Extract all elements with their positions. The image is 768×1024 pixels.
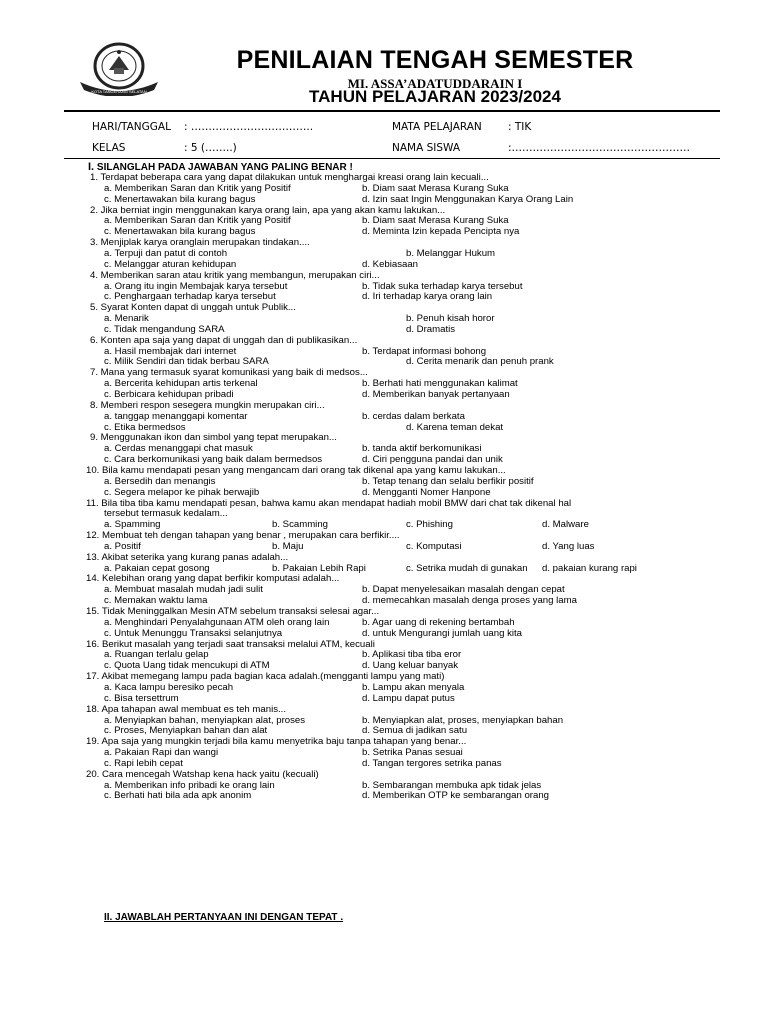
question-text: 11. Bila tiba tiba kamu mendapati pesan, bahwa kamu akan mendapat hadiah mobil BMW dari chat tak dikenal hal <box>86 497 572 509</box>
question-text: 20. Cara mencegah Watshap kena hack yaitu (kecuali) <box>86 768 319 780</box>
question-text: 18. Apa tahapan awal membuat es teh manis... <box>86 703 286 715</box>
answer-option: d. Meminta Izin kepada Pencipta nya <box>362 226 520 238</box>
question-text: 14. Kelebihan orang yang dapat berfikir komputasi adalah... <box>86 573 340 585</box>
class-value[interactable]: : 5 (……..) <box>184 142 237 154</box>
answer-option: b. Pakaian Lebih Rapi <box>272 562 366 574</box>
answer-option: a. Menghindari Penyalahgunaan ATM oleh orang lain <box>104 616 330 628</box>
answer-option: d. Memberikan banyak pertanyaan <box>362 389 510 400</box>
school-logo <box>78 42 160 96</box>
question-text: 3. Menjiplak karya oranglain merupakan tindakan.... <box>90 237 310 249</box>
answer-option: a. Kaca lampu beresiko pecah <box>104 681 234 693</box>
answer-option: b. Berhati hati menggunakan kalimat <box>362 378 518 390</box>
section-1-number: I. <box>88 161 95 173</box>
answer-option: c. Setrika mudah di gunakan <box>406 562 528 574</box>
answer-option: c. Proses, Menyiapkan bahan dan alat <box>104 725 268 737</box>
answer-option: a. Terpuji dan patut di contoh <box>104 247 228 259</box>
answer-option: c. Rapi lebih cepat <box>104 757 183 769</box>
academic-year: TAHUN PELAJARAN 2023/2024 <box>309 87 561 106</box>
answer-option: a. Menyiapkan bahan, menyiapkan alat, proses <box>104 714 306 726</box>
day-date-value[interactable]: : …………………………….. <box>184 121 314 133</box>
section-2-heading: II. JAWABLAH PERTANYAAN INI DENGAN TEPAT . <box>104 912 344 923</box>
answer-option: b. Scamming <box>272 519 328 531</box>
class-label: KELAS <box>92 142 126 154</box>
answer-option: d. Izin saat Ingin Menggunakan Karya Orang Lain <box>362 193 574 205</box>
header-divider <box>64 110 720 112</box>
answer-option: b. cerdas dalam berkata <box>362 410 465 422</box>
answer-option: b. Agar uang di rekening bertambah <box>362 616 515 628</box>
question-text: 15. Tidak Meninggalkan Mesin ATM sebelum transaksi selesai agar... <box>86 606 380 617</box>
answer-option: a. Positif <box>104 540 141 552</box>
subject-value: : TIK <box>508 121 532 133</box>
answer-option: c. Milik Sendiri dan tidak berbau SARA <box>104 356 269 368</box>
answer-option: b. Sembarangan membuka apk tidak jelas <box>362 779 542 791</box>
answer-option: d. Dramatis <box>406 323 456 335</box>
answer-option: c. Segera melapor ke pihak berwajib <box>104 486 260 498</box>
answer-option: c. Menertawakan bila kurang bagus <box>104 193 256 205</box>
question-text: 13. Akibat seterika yang kurang panas adalah... <box>86 551 289 563</box>
answer-option: d. Uang keluar banyak <box>362 660 458 672</box>
answer-option: b. Maju <box>272 540 304 552</box>
answer-option: d. Lampu dapat putus <box>362 692 455 704</box>
answer-option: a. Memberikan Saran dan Kritik yang Positif <box>104 182 291 194</box>
answer-option: b. Penuh kisah horor <box>406 313 495 325</box>
answer-option: d. pakaian kurang rapi <box>542 562 637 574</box>
answer-option: b. Tidak suka terhadap karya tersebut <box>362 280 523 292</box>
answer-option: a. Orang itu ingin Membajak karya tersebut <box>104 280 288 292</box>
answer-option: a. Menarik <box>104 313 149 325</box>
day-date-label: HARI/TANGGAL <box>92 121 171 133</box>
answer-option: c. Melanggar aturan kehidupan <box>104 258 237 270</box>
answer-option: a. Bersedih dan menangis <box>104 475 216 487</box>
answer-option: a. Memberikan Saran dan Kritik yang Positif <box>104 215 291 227</box>
question-text: 7. Mana yang termasuk syarat komunikasi yang baik di medsos... <box>90 367 368 379</box>
answer-option: b. Diam saat Merasa Kurang Suka <box>362 182 509 194</box>
answer-option: d. Kebiasaan <box>362 258 419 270</box>
answer-option: a. Bercerita kehidupan artis terkenal <box>104 378 258 390</box>
answer-option: b. Tetap tenang dan selalu berfikir positif <box>362 475 534 487</box>
subject-label: MATA PELAJARAN <box>392 121 482 133</box>
student-name-value[interactable]: :…………………………………………… <box>508 142 691 154</box>
answer-option: a. Hasil membajak dari internet <box>104 345 237 357</box>
answer-option: a. Memberikan info pribadi ke orang lain <box>104 779 275 791</box>
question-text: 4. Memberikan saran atau kritik yang membangun, merupakan ciri... <box>90 269 380 281</box>
answer-option: a. Pakaian cepat gosong <box>104 562 210 574</box>
answer-option: c. Penghargaan terhadap karya tersebut <box>104 291 276 303</box>
question-text: 19. Apa saja yang mungkin terjadi bila kamu menyetrika baju tanpa tahapan yang benar... <box>86 736 467 748</box>
answer-option: c. Phishing <box>406 519 453 531</box>
answer-option: d. Malware <box>542 519 589 531</box>
answer-option: c. Quota Uang tidak mencukupi di ATM <box>104 660 270 672</box>
student-name-label: NAMA SISWA <box>392 142 461 154</box>
answer-option: b. Dapat menyelesaikan masalah dengan cepat <box>362 584 565 596</box>
answer-option: a. Membuat masalah mudah jadi sulit <box>104 584 263 596</box>
answer-option: d. Tangan tergores setrika panas <box>362 757 502 769</box>
answer-option: a. Spamming <box>104 519 161 531</box>
answer-option: d. Memberikan OTP ke sembarangan orang <box>362 790 549 802</box>
answer-option: c. Berhati hati bila ada apk anonim <box>104 790 252 802</box>
answer-option: c. Menertawakan bila kurang bagus <box>104 226 256 238</box>
answer-option: b. Setrika Panas sesuai <box>362 747 463 759</box>
answer-option: d. Iri terhadap karya orang lain <box>362 291 493 303</box>
school-name: MI. ASSA’ADATUDDARAIN I <box>347 76 523 91</box>
answer-option: a. Cerdas menanggapi chat masuk <box>104 443 253 455</box>
answer-option: d. Ciri pengguna pandai dan unik <box>362 454 503 466</box>
answer-option: d. Mengganti Nomer Hanpone <box>362 486 491 498</box>
question-text: 6. Konten apa saja yang dapat di unggah dan di publikasikan... <box>90 334 358 346</box>
answer-option: b. Terdapat informasi bohong <box>362 345 487 357</box>
answer-option: c. Tidak mengandung SARA <box>104 323 225 335</box>
question-text: 10. Bila kamu mendapati pesan yang mengancam dari orang tak dikenal apa yang kamu lakukan... <box>86 464 506 476</box>
answer-option: d. untuk Mengurangi jumlah uang kita <box>362 627 522 639</box>
svg-text:KOTA TANGERANG SELATAN: KOTA TANGERANG SELATAN <box>91 89 147 94</box>
answer-option: c. Bisa tersettrum <box>104 692 179 704</box>
answer-option: c. Berbicara kehidupan pribadi <box>104 389 234 400</box>
section-1-title: SILANGLAH PADA JAWABAN YANG PALING BENAR ! <box>96 162 353 173</box>
answer-option: a. Pakaian Rapi dan wangi <box>104 747 219 759</box>
page-title: PENILAIAN TENGAH SEMESTER <box>236 46 634 74</box>
answer-option: d. memecahkan masalah denga proses yang lama <box>362 595 577 607</box>
answer-option: d. Yang luas <box>542 540 595 552</box>
answer-option: a. Ruangan terlalu gelap <box>104 649 209 661</box>
answer-option: c. Untuk Menunggu Transaksi selanjutnya <box>104 627 283 639</box>
answer-option: b. Lampu akan menyala <box>362 681 465 693</box>
question-text: 1. Terdapat beberapa cara yang dapat dilakukan untuk menghargai kreasi orang lain kecuali... <box>90 172 489 183</box>
answer-option: b. Diam saat Merasa Kurang Suka <box>362 215 509 227</box>
answer-option: d. Karena teman dekat <box>406 421 504 433</box>
question-text: 9. Menggunakan ikon dan simbol yang tepat merupakan... <box>90 432 337 444</box>
answer-option: c. Memakan waktu lama <box>104 595 208 607</box>
question-text: 8. Memberi respon sesegera mungkin merupakan ciri... <box>90 399 325 411</box>
question-text: 17. Akibat memegang lampu pada bagian kaca adalah.(mengganti lampu yang mati) <box>86 671 445 683</box>
answer-option: d. Semua di jadikan satu <box>362 725 468 737</box>
answer-option: d. Cerita menarik dan penuh prank <box>406 356 554 368</box>
answer-option: b. Aplikasi tiba tiba eror <box>362 649 462 661</box>
answer-option: b. tanda aktif berkomunikasi <box>362 443 482 455</box>
answer-option: c. Etika bermedsos <box>104 421 186 433</box>
answer-option: b. Menyiapkan alat, proses, menyiapkan bahan <box>362 714 564 726</box>
question-text: 2. Jika berniat ingin menggunakan karya orang lain, apa yang akan kamu lakukan... <box>90 204 446 216</box>
answer-option: c. Komputasi <box>406 540 462 552</box>
question-text: 5. Syarat Konten dapat di unggah untuk Publik... <box>90 302 296 314</box>
question-text: 12. Membuat teh dengan tahapan yang benar , merupakan cara berfikir.... <box>86 530 400 542</box>
answer-option: b. Melanggar Hukum <box>406 247 496 259</box>
answer-option: a. tanggap menanggapi komentar <box>104 410 248 422</box>
question-text-cont: tersebut termasuk kedalam... <box>104 508 228 520</box>
question-text: 16. Berikut masalah yang terjadi saat transaksi melalui ATM, kecuali <box>86 638 375 650</box>
info-divider <box>64 158 720 159</box>
answer-option: c. Cara berkomunikasi yang baik dalam bermedsos <box>104 454 323 466</box>
